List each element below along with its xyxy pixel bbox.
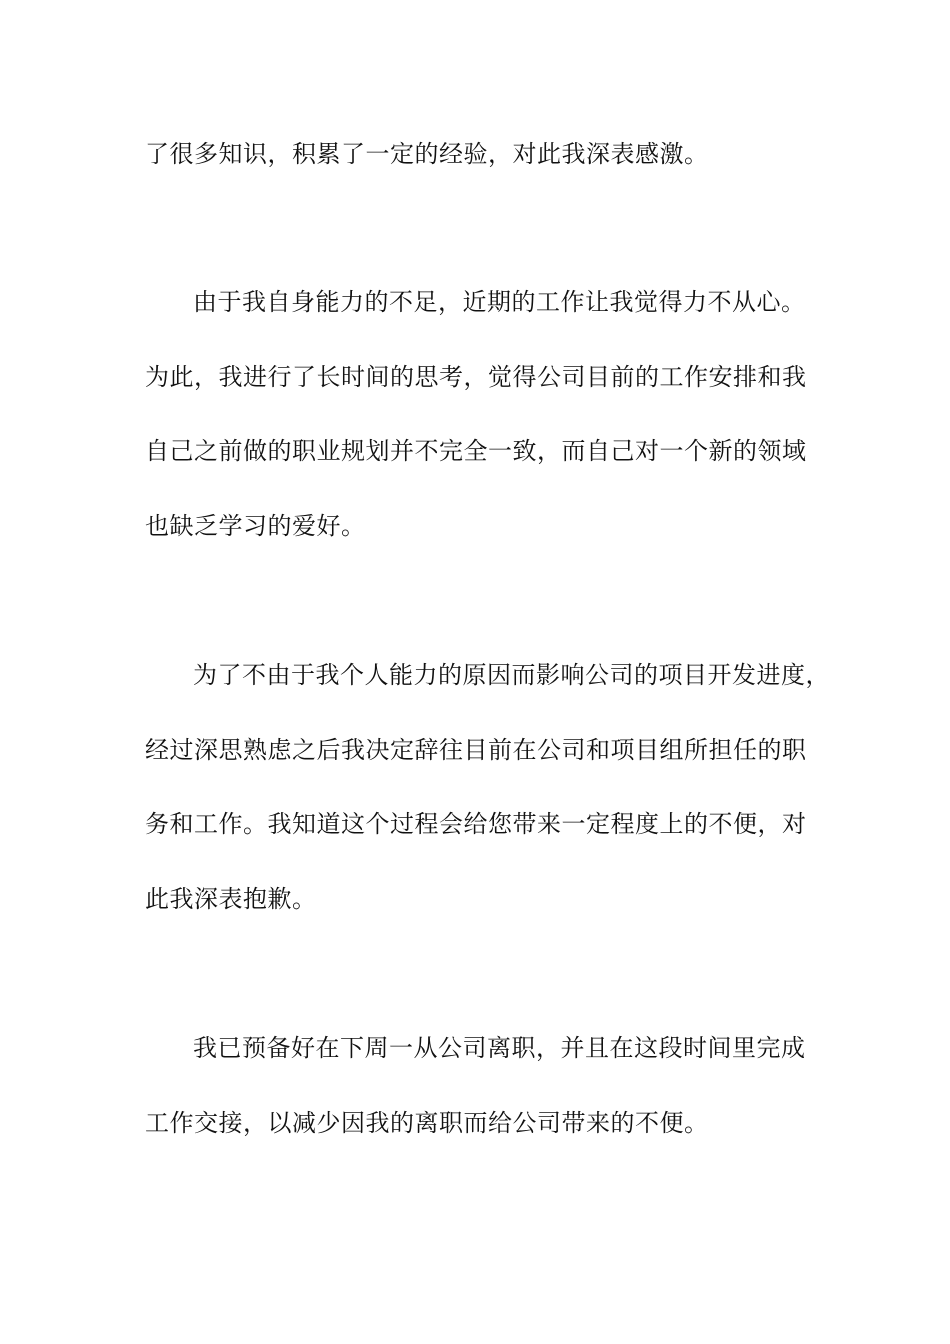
paragraph-2-line-1: 由于我自身能力的不足，近期的工作让我觉得力不从心。 — [193, 288, 806, 316]
paragraph-2-line-4: 也缺乏学习的爱好。 — [145, 512, 366, 540]
paragraph-1-line-1: 了很多知识，积累了一定的经验，对此我深表感激。 — [145, 140, 709, 168]
paragraph-3-line-1: 为了不由于我个人能力的原因而影响公司的项目开发进度， — [193, 661, 830, 689]
paragraph-3-line-3: 务和工作。我知道这个过程会给您带来一定程度上的不便，对 — [145, 810, 807, 838]
paragraph-2-line-2: 为此，我进行了长时间的思考，觉得公司目前的工作安排和我 — [145, 363, 807, 391]
paragraph-3-line-4: 此我深表抱歉。 — [145, 885, 317, 913]
paragraph-4-line-2: 工作交接，以减少因我的离职而给公司带来的不便。 — [145, 1109, 709, 1137]
paragraph-4-line-1: 我已预备好在下周一从公司离职，并且在这段时间里完成 — [193, 1034, 806, 1062]
paragraph-2-line-3: 自己之前做的职业规划并不完全一致，而自己对一个新的领域 — [145, 437, 807, 465]
paragraph-3-line-2: 经过深思熟虑之后我决定辞往目前在公司和项目组所担任的职 — [145, 736, 807, 764]
